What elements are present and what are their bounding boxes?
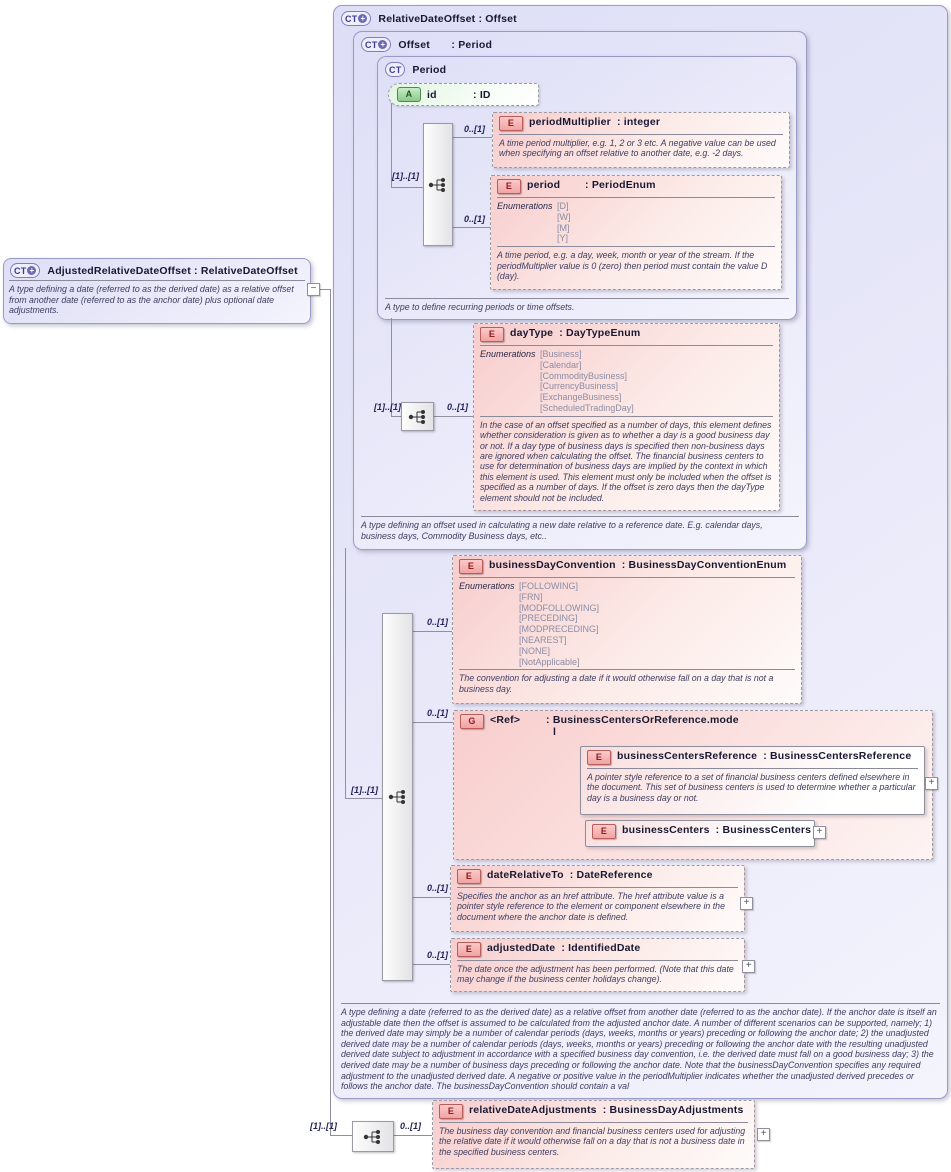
element-annotation: Specifies the anchor as an href attribute. The href attribute value is a pointer style reference to the element or component elsewhere in the document where the anchor date is defined. — [457, 891, 725, 922]
connector-line — [345, 798, 383, 799]
element-box-period[interactable] — [490, 175, 782, 290]
connector-line — [411, 722, 454, 723]
group-type: : BusinessCentersOrReference.mode l — [546, 714, 739, 738]
attribute-name: id — [427, 88, 437, 101]
connector-line — [391, 187, 424, 188]
enum-value: [FRN] — [519, 591, 543, 602]
enum-value: [CurrencyBusiness] — [540, 381, 619, 392]
connector-line — [451, 137, 493, 138]
enum-value: [NotApplicable] — [519, 656, 580, 667]
sequence-icon — [387, 788, 409, 806]
element-icon: E — [457, 869, 481, 884]
enum-value: [MODFOLLOWING] — [519, 602, 600, 613]
attribute-icon: A — [397, 87, 421, 102]
expand-button[interactable]: + — [742, 960, 755, 973]
type-annotation: A type defining a date (referred to as the derived date) as a relative offset from another date (referred to as the anchor date) plus optional date adjustments. — [9, 280, 305, 320]
element-name: businessCentersReference — [617, 750, 758, 762]
enumerations-label: Enumerations — [459, 581, 515, 591]
element-annotation: The convention for adjusting a date if it would otherwise fall on a day that is not a business day. — [459, 673, 774, 694]
cardinality-label: 0..[1] — [400, 1121, 422, 1131]
enum-value: [M] — [557, 222, 570, 233]
enum-value: [ExchangeBusiness] — [540, 392, 622, 403]
group-name: <Ref> — [490, 714, 521, 726]
enumerations — [491, 198, 781, 246]
element-icon: E — [592, 824, 616, 839]
expand-button[interactable]: + — [757, 1128, 770, 1141]
element-icon: E — [497, 179, 521, 194]
element-name: businessCenters — [622, 824, 710, 836]
element-annotation: A time period multiplier, e.g. 1, 2 or 3 etc. A negative value can be used when specifying an offset relative to another date, e.g. -2 days. — [499, 138, 776, 159]
cardinality-label: [1]..[1] — [392, 171, 419, 181]
element-name: relativeDateAdjustments — [469, 1104, 597, 1116]
element-type: : BusinessCenters — [715, 824, 812, 836]
type-header — [4, 259, 310, 282]
connector-line — [330, 1135, 353, 1136]
enum-value: [FOLLOWING] — [519, 581, 579, 591]
element-icon: E — [480, 327, 504, 342]
connector-line — [411, 897, 451, 898]
expand-button[interactable]: + — [925, 777, 938, 790]
element-box-adjustedDate[interactable] — [450, 938, 745, 992]
collapse-button[interactable]: − — [307, 283, 320, 296]
connector-line — [432, 416, 474, 417]
sequence-compositor[interactable] — [401, 402, 434, 431]
enum-value: [ScheduledTradingDay] — [540, 402, 634, 413]
derived-marker-icon: + — [378, 40, 387, 49]
expand-button[interactable]: + — [740, 897, 753, 910]
element-box-dateRelativeTo[interactable] — [450, 865, 745, 932]
element-annotation: In the case of an offset specified as a number of days, this element defines whether consideration is given as to whether a day is a good business day or not. If a day type of business days is specified then non-business days are ignored when calculating the offset. The financial business centers to use for determination of business days are implied by the context in which this element is used. This element must only be included when the offset is specified as a number of days. If the offset is zero days then the dayType element should not be included. — [480, 419, 772, 503]
type-annotation: A type defining an offset used in calculating a new date relative to a reference date. E.g. calendar days, business days, Commodity Business days, etc.. — [361, 516, 799, 546]
connector-line — [330, 289, 331, 1135]
sequence-compositor[interactable] — [423, 123, 453, 246]
cardinality-label: 0..[1] — [464, 214, 486, 224]
element-box-dayType[interactable] — [473, 323, 780, 511]
complex-type-icon: CT + — [341, 11, 371, 26]
cardinality-label: 0..[1] — [427, 950, 449, 960]
expand-button[interactable]: + — [813, 826, 826, 839]
connector-line — [345, 548, 346, 799]
enumerations — [474, 346, 779, 416]
enum-value: [CommodityBusiness] — [540, 370, 628, 381]
element-annotation: A time period, e.g. a day, week, month or year of the stream. If the periodMultiplier value is 0 (zero) then period must contain the value D (day). — [497, 250, 768, 281]
enumerations — [453, 578, 801, 669]
element-box-businessCenters[interactable] — [585, 820, 815, 847]
cardinality-label: 0..[1] — [464, 124, 486, 134]
element-type: : BusinessCentersReference — [763, 750, 912, 762]
type-name: Period — [412, 63, 447, 76]
element-box-periodMultiplier[interactable] — [492, 112, 790, 168]
element-box-businessDayConvention[interactable] — [452, 555, 802, 704]
enum-value: [Calendar] — [540, 359, 582, 370]
sequence-icon — [407, 408, 429, 426]
attribute-box-id[interactable] — [388, 83, 539, 106]
derived-marker-icon: + — [358, 14, 367, 23]
type-annotation: A type to define recurring periods or time offsets. — [385, 298, 789, 316]
type-box-adjustedRelativeDateOffset[interactable] — [3, 258, 311, 324]
type-header — [354, 32, 806, 57]
cardinality-label: [1]..[1] — [351, 785, 378, 795]
element-name: dayType — [510, 327, 554, 339]
cardinality-label: 0..[1] — [447, 402, 469, 412]
element-type: : integer — [616, 116, 661, 128]
cardinality-label: [1]..[1] — [374, 402, 401, 412]
enum-value: [W] — [557, 211, 571, 222]
element-name: adjustedDate — [487, 942, 556, 954]
connector-line — [411, 964, 451, 965]
element-type: : PeriodEnum — [585, 179, 656, 191]
complex-type-icon: CT + — [10, 263, 40, 278]
cardinality-label: 0..[1] — [427, 883, 449, 893]
element-icon: E — [459, 559, 483, 574]
element-icon: E — [439, 1104, 463, 1119]
element-type: : DateReference — [569, 869, 653, 881]
element-type: : IdentifiedDate — [561, 942, 641, 954]
element-box-businessCentersReference[interactable] — [580, 746, 925, 815]
cardinality-label: 0..[1] — [427, 617, 449, 627]
enumerations-label: Enumerations — [497, 201, 553, 211]
sequence-compositor[interactable] — [352, 1121, 394, 1152]
attribute-type: : ID — [473, 88, 491, 101]
element-name: periodMultiplier — [529, 116, 611, 128]
enum-value: [PRECEDING] — [519, 613, 578, 624]
derived-marker-icon: + — [27, 266, 36, 275]
element-icon: E — [457, 942, 481, 957]
cardinality-label: 0..[1] — [427, 708, 449, 718]
enum-value: [NONE] — [519, 645, 551, 656]
complex-type-icon: CT — [385, 62, 405, 77]
element-type: : BusinessDayAdjustments — [602, 1104, 744, 1116]
enumerations-label: Enumerations — [480, 349, 536, 359]
connector-line — [451, 227, 491, 228]
type-header — [334, 6, 947, 31]
attribute-header — [389, 84, 538, 105]
element-annotation: The date once the adjustment has been performed. (Note that this date may change if the business center holidays change). — [457, 964, 734, 985]
enum-value: [D] — [557, 201, 569, 211]
group-icon: G — [460, 714, 484, 729]
connector-line — [411, 631, 453, 632]
element-name: dateRelativeTo — [487, 869, 564, 881]
enum-value: [Business] — [540, 349, 582, 359]
element-box-relativeDateAdjustments[interactable] — [432, 1100, 755, 1169]
type-base: : Period — [451, 38, 493, 51]
enum-value: [NEAREST] — [519, 634, 567, 645]
enum-value: [Y] — [557, 233, 569, 244]
sequence-compositor[interactable] — [382, 613, 413, 981]
type-name: Offset — [398, 38, 430, 51]
type-title: AdjustedRelativeDateOffset : RelativeDateOffset — [47, 264, 298, 277]
cardinality-label: [1]..[1] — [310, 1121, 337, 1131]
element-icon: E — [587, 750, 611, 765]
element-name: period — [527, 179, 561, 191]
element-annotation: A pointer style reference to a set of financial business centers defined elsewhere in the document. This set of business centers is used to determine whether a particular day is a business day or not. — [587, 772, 916, 803]
complex-type-icon: CT + — [361, 37, 391, 52]
enum-value: [MODPRECEDING] — [519, 624, 599, 635]
element-icon: E — [499, 116, 523, 131]
element-annotation: The business day convention and financial business centers used for adjusting the relative date if it would otherwise fall on a day that is not a business date in the specified business centers. — [439, 1126, 746, 1157]
connector-line — [391, 1135, 433, 1136]
element-name: businessDayConvention — [489, 559, 616, 571]
type-annotation: A type defining a date (referred to as the derived date) as a relative offset from another date (referred to as the anchor date). If the anchor date is itself an adjustable date then the offset is assumed to be calculated from the adjusted anchor date. A number of different scenarios can be supported, namely; 1) the derived date may simply be a number of calendar periods (days, weeks, months or years) preceding or following the anchor date; 2) the unadjusted derived date may be a number of calendar periods (days, weeks, months or years) preceding or following the anchor date with the resulting unadjusted derived date subject to adjustment in accordance with a specified business day convention, i.e. the derived date must fall on a good business day; 3) the derived date may be a number of business days preceding or following the anchor date. Note that the businessDayConvention specifies any required adjustment to the unadjusted derived date. A negative or positive value in the periodMultiplier indicates whether the unadjusted derived precedes or follows the anchor date. The businessDayConvention should contain a val — [341, 1003, 940, 1095]
element-type: : BusinessDayConventionEnum — [621, 559, 787, 571]
sequence-icon — [427, 176, 449, 194]
type-title: RelativeDateOffset : Offset — [378, 12, 517, 25]
type-header — [378, 57, 796, 82]
element-type: : DayTypeEnum — [559, 327, 641, 339]
sequence-icon — [362, 1128, 384, 1146]
